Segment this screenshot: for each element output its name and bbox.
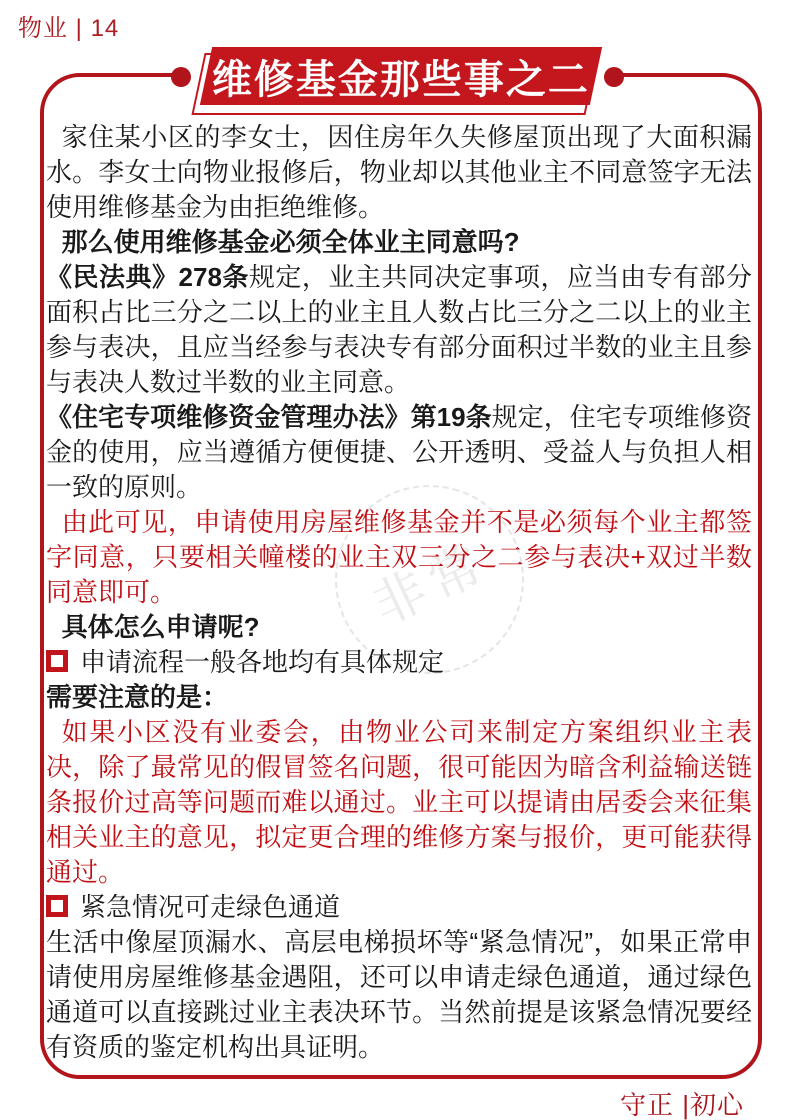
fund-regulation-paragraph [46,400,752,505]
connector-dot-left-icon [171,67,191,87]
page-label: 物业 | 14 [18,15,120,42]
square-bullet-icon [46,895,68,917]
green-channel-paragraph: 生活中像屋顶漏水、高层电梯损坏等“紧急情况”，如果正常申请使用房屋维修基金遇阻，还可以申请走绿色通道，通过绿色通道可以直接跳过业主表决环节。当然前提是该紧急情况要经有资质的鉴定机构出具证明。 [46,927,752,1062]
fund-regulation-text: 规定，住宅专项维修资金的使用，应当遵循方便便捷、公开透明、受益人与负担人相一致的原则。 [46,402,752,502]
question-heading-how-apply: 具体怎么申请呢? [61,612,260,642]
watermark-text: 非常 [365,532,499,637]
bullet-item-process [46,645,752,680]
fund-regulation-citation: 《住宅专项维修资金管理办法》第19条 [46,402,492,432]
article-body [46,120,752,1065]
square-bullet-icon [46,650,68,672]
civil-code-paragraph [46,260,752,400]
note-heading: 需要注意的是： [46,682,229,712]
conclusion-paragraph: 由此可见，申请使用房屋维修基金并不是必须每个业主都签字同意，只要相关幢楼的业主双三分之二参与表决+双过半数同意即可。 [46,507,752,607]
title-banner [200,47,602,105]
bullet-process-label: 申请流程一般各地均有具体规定 [80,647,445,677]
bullet-green-label: 紧急情况可走绿色通道 [80,892,341,922]
bullet-item-green-channel [46,890,752,925]
civil-code-text: 规定，业主共同决定事项，应当由专有部分面积占比三分之二以上的业主且人数占比三分之二以上的业主参与表决，且应当经参与表决专有部分面积过半数的业主且参与表决人数过半数的业主同意。 [46,262,752,397]
page-title: 维修基金那些事之二 [212,57,590,102]
connector-dot-right-icon [604,67,624,87]
note-paragraph: 如果小区没有业委会，由物业公司来制定方案组织业主表决，除了最常见的假冒签名问题，很可能因为暗含利益输送链条报价过高等问题而难以通过。业主可以提请由居委会来征集相关业主的意见，拟定更合理的维修方案与报价，更可能获得通过。 [46,717,752,887]
question-heading-all-owners: 那么使用维修基金必须全体业主同意吗? [61,227,520,257]
case-paragraph: 家住某小区的李女士，因住房年久失修屋顶出现了大面积漏水。李女士向物业报修后，物业却以其他业主不同意签字无法使用维修基金为由拒绝维修。 [46,122,752,222]
civil-code-citation: 《民法典》278条 [46,262,249,292]
footer-label: 守正 |初心 [620,1090,744,1120]
